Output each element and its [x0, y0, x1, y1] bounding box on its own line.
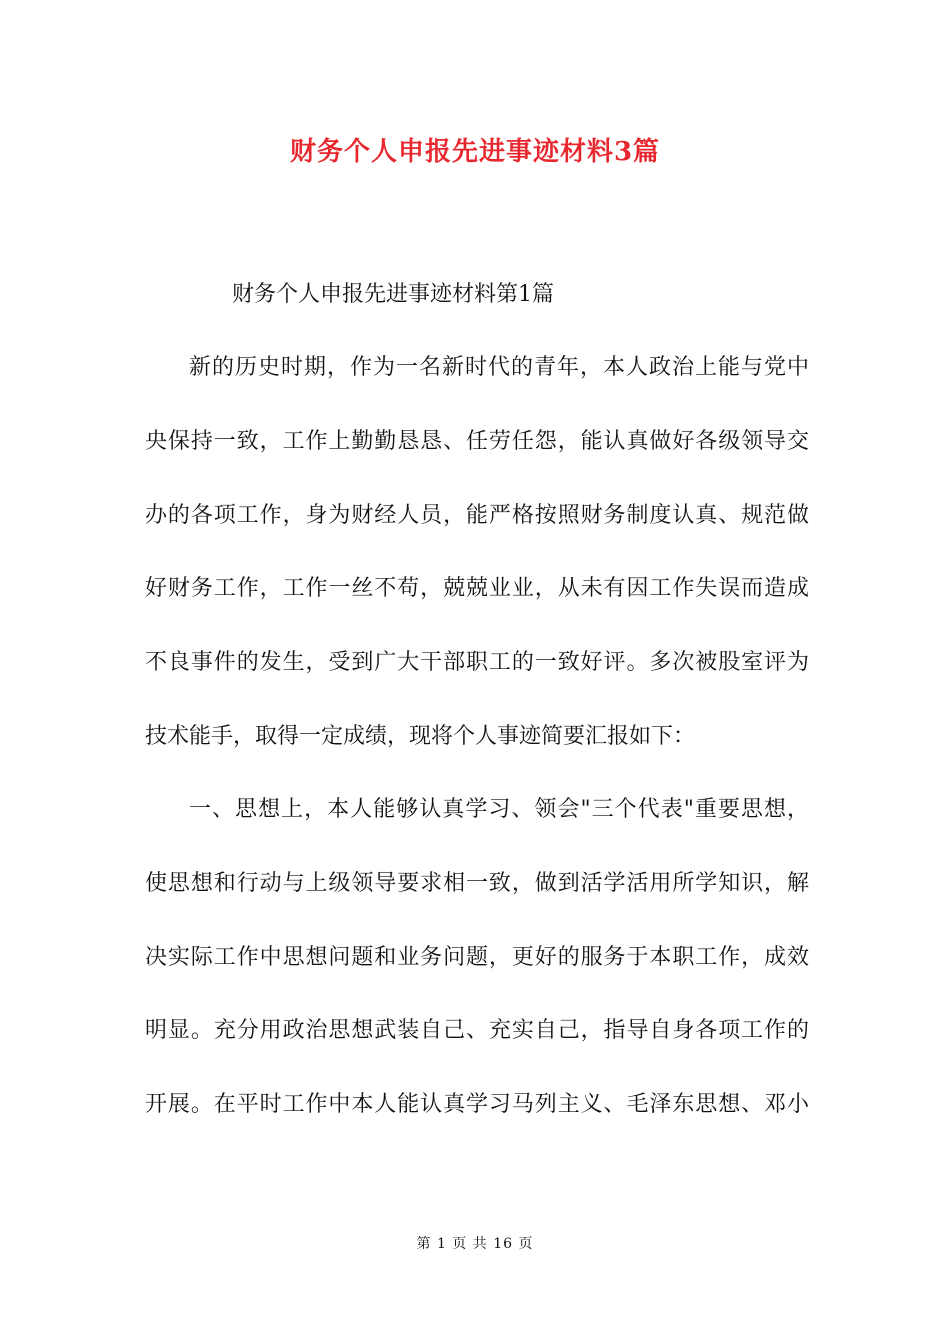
page-number-footer: 第 1 页 共 16 页 [416, 1236, 534, 1252]
paragraph-line: 决实际工作中思想问题和业务问题，更好的服务于本职工作，成效 [145, 944, 809, 970]
paragraph-line: 不良事件的发生，受到广大干部职工的一致好评。多次被股室评为 [145, 650, 809, 676]
paragraph-line: 办的各项工作，身为财经人员，能严格按照财务制度认真、规范做 [145, 502, 809, 528]
paragraph-line: 技术能手，取得一定成绩，现将个人事迹简要汇报如下： [145, 723, 696, 749]
paragraph-line: 好财务工作，工作一丝不苟，兢兢业业，从未有因工作失误而造成 [145, 576, 809, 602]
paragraph-line: 央保持一致，工作上勤勤恳恳、任劳任怨，能认真做好各级领导交 [145, 428, 809, 454]
section-subtitle: 财务个人申报先进事迹材料第1篇 [232, 282, 554, 307]
paragraph-2 [145, 773, 809, 1142]
paragraph-1 [145, 331, 809, 774]
paragraph-line: 新的历史时期，作为一名新时代的青年，本人政治上能与党中 [189, 355, 809, 380]
paragraph-line: 开展。在平时工作中本人能认真学习马列主义、毛泽东思想、邓小 [145, 1092, 809, 1118]
document-title: 财务个人申报先进事迹材料3篇 [289, 137, 661, 167]
paragraph-line: 明显。充分用政治思想武装自己、充实自己，指导自身各项工作的 [145, 1018, 809, 1044]
paragraph-line: 使思想和行动与上级领导要求相一致，做到活学活用所学知识，解 [145, 870, 809, 896]
paragraph-line: 一、思想上，本人能够认真学习、领会"三个代表"重要思想， [189, 797, 809, 822]
